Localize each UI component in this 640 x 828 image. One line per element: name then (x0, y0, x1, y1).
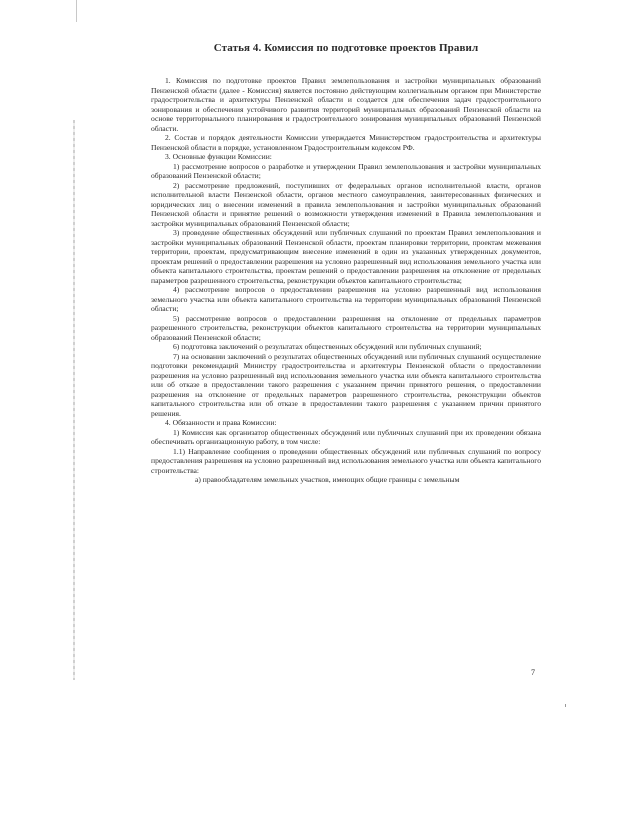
paragraph: 1. Комиссия по подготовке проектов Правил землепользования и застройки муниципальных образований Пензенской области (далее - Комиссия) является постоянно действующим коллегиальным органом при Министерстве градостроительства и архитектуры Пензенской области и создается для обеспечения задач градостроительного зонирования и обеспечения устойчивого развития территорий муниципальных образований Пензенской области на основе территориального планирования и градостроительного зонирования муниципальных образований Пензенской области. (151, 76, 541, 133)
paragraph: 4. Обязанности и права Комиссии: (165, 418, 277, 427)
paragraph: 3) проведение общественных обсуждений или публичных слушаний по проектам Правил землепользования и застройки муниципальных образований Пензенской области, проектам планировки территории, проектам межевания территории, проектам, предусматривающим внесение изменений в один из указанных утвержденных документов, проектам решений о предоставлении разрешения на условно разрешенный вид использования земельного участка или объекта капитального строительства, проектам решений о предоставлении разрешения на отклонение от предельных параметров разрешенного строительства, реконструкции объектов капитального строительства; (151, 228, 541, 285)
paragraph: 1) рассмотрение вопросов о разработке и утверждении Правил землепользования и застройки муниципальных образований Пензенской области; (151, 161, 541, 180)
paragraph: 6) подготовка заключений о результатах общественных обсуждений или публичных слушаний; (173, 342, 482, 351)
paragraph: 5) рассмотрение вопросов о предоставлении разрешения на отклонение от предельных параметров разрешенного строительства, реконструкции объектов капитального строительства на территории муниципальных образований Пензенской области; (151, 313, 541, 342)
page-number: 7 (531, 668, 535, 677)
paragraph: 4) рассмотрение вопросов о предоставлении разрешения на условно разрешенный вид использования земельного участка или объекта капитального строительства на территории муниципальных образований Пензенской области; (151, 285, 541, 313)
scan-speck (565, 704, 566, 707)
paragraph: 2) рассмотрение предложений, поступивших от федеральных органов исполнительной власти, органов исполнительной власти Пензенской области, органов местного самоуправления, заинтересованных физических и юридических лиц о внесении изменений в правила землепользования и застройки муниципальных образований Пензенской области и принятие решений о возможности утверждения изменений в Правила землепользования и застройки муниципальных образований Пензенской области; (151, 180, 541, 228)
paragraph: 3. Основные функции Комиссии: (165, 152, 272, 161)
paragraph: а) правообладателям земельных участков, имеющих общие границы с земельным (195, 475, 460, 484)
paragraph: 1.1) Направление сообщения о проведении общественных обсуждений или публичных слушаний по вопросу предоставления разрешения на условно разрешенный вид использования земельного участка или объекта капитального строительства: (151, 446, 541, 475)
paragraph: 7) на основании заключений о результатах общественных обсуждений или публичных слушаний осуществление подготовки рекомендаций Министру градостроительства и архитектуры Пензенской области о предоставлении разрешения на условно разрешенный вид использования земельного участка или объекта капитального строительства или об отказе в предоставлении такого разрешения с указанием причин принятого решения, о предоставлении разрешения на отклонение от предельных параметров разрешенного строительства, реконструкции объектов капитального строительства или об отказе в предоставлении такого разрешения с указанием причин принятого решения. (151, 351, 541, 418)
scan-edge-mark (76, 0, 77, 22)
article-body (151, 76, 541, 485)
paragraph: 1) Комиссия как организатор общественных обсуждений или публичных слушаний при их проведении обязана обеспечивать организационную работу, в том числе: (151, 427, 541, 446)
scan-binding-shadow (73, 120, 75, 680)
document-page (151, 42, 541, 485)
article-title: Статья 4. Комиссия по подготовке проектов Правил (213, 42, 479, 54)
paragraph: 2. Состав и порядок деятельности Комиссии утверждается Министерством градостроительства и архитектуры Пензенской области в порядке, установленном Градостроительным кодексом РФ. (151, 133, 541, 152)
